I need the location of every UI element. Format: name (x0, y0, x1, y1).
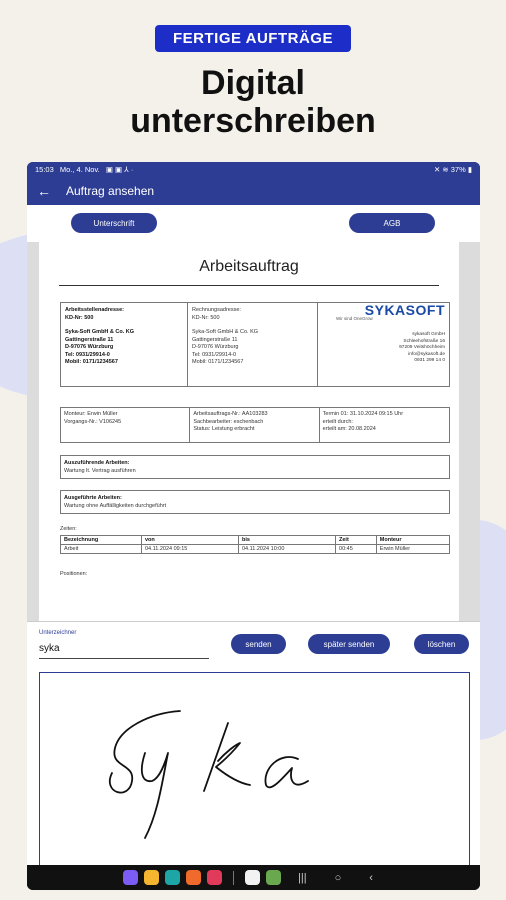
app-bar (27, 177, 480, 205)
tab-row (27, 205, 480, 242)
billing-address (188, 303, 318, 386)
send-later-button[interactable]: später senden (308, 634, 390, 654)
site-address-tel: Tel: 0931/29914-0 (65, 351, 110, 358)
table-cell: 00:45 (336, 545, 377, 554)
positions-label: Positionen: (60, 571, 88, 577)
headline-line-2: unterschreiben (130, 102, 376, 140)
tablet-screen (27, 162, 480, 890)
status: Status: Leistung erbracht (193, 426, 255, 432)
android-nav-bar (27, 865, 480, 890)
headline-line-1: Digital (201, 64, 305, 102)
vorgang-nr: Vorgangs-Nr.: V106245 (64, 418, 122, 425)
column-header: von (141, 536, 238, 545)
table-header-row (61, 536, 450, 545)
done-text: Wartung ohne Auffälligkeiten durchgeführt (64, 503, 167, 509)
promo-headline (0, 64, 506, 140)
logo-address: 97209 Veitshöchheim (399, 345, 445, 350)
home-icon[interactable]: ○ (334, 871, 342, 884)
table-cell: 04.11.2024 09:15 (141, 545, 238, 554)
table-cell: Erwin Müller (376, 545, 449, 554)
app-shortcut-icon[interactable] (207, 870, 222, 885)
document-viewer[interactable] (27, 242, 480, 642)
times-label: Zeiten: (60, 526, 77, 532)
delete-button[interactable]: löschen (414, 634, 469, 654)
signature-canvas[interactable] (39, 672, 470, 872)
app-bar-title: Auftrag ansehen (66, 184, 155, 198)
billing-heading: Rechnungsadresse: (192, 307, 241, 313)
promo-badge: FERTIGE AUFTRÄGE (155, 25, 351, 52)
billing-tel: Tel: 0931/29914-0 (192, 351, 237, 358)
logo-address: sykasoft GmbH (412, 332, 445, 337)
recents-icon[interactable]: ||| (298, 871, 307, 884)
site-address-kd: KD-Nr: 500 (65, 314, 94, 321)
app-shortcut-icon[interactable] (266, 870, 281, 885)
signature-stroke (40, 673, 468, 870)
sykasoft-logo: SYKASOFT (364, 302, 445, 318)
table-cell: Arbeit (61, 545, 142, 554)
order-info-block (60, 407, 450, 443)
done-block (60, 490, 450, 514)
todo-heading: Auszuführende Arbeiten: (64, 460, 130, 466)
status-date: Mo., 4. Nov. (59, 165, 100, 174)
erteilt-durch: erteilt durch: (322, 418, 353, 425)
logo-address: 0931 299 14 0 (414, 358, 445, 363)
main-content (27, 205, 480, 865)
logo-address: Schleehofstraße 16 (403, 338, 445, 344)
column-header: Bezeichnung (61, 536, 142, 545)
dock-divider (233, 871, 234, 885)
monteur: Monteur: Erwin Müller (64, 411, 118, 417)
done-heading: Ausgeführte Arbeiten: (64, 495, 122, 501)
back-arrow-icon[interactable]: ← (37, 183, 51, 199)
logo-address: info@sykasoft.de (408, 351, 445, 357)
signature-panel (27, 621, 480, 871)
app-shortcut-icon[interactable] (123, 870, 138, 885)
termin: Termin 01: 31.10.2024 09:15 Uhr (322, 411, 404, 417)
app-shortcut-icon[interactable] (144, 870, 159, 885)
battery-level: 37% (450, 165, 466, 174)
billing-company: Syka-Soft GmbH & Co. KG (192, 329, 259, 335)
auftrag-nr: Arbeitsauftrags-Nr.: AA103283 (193, 411, 268, 417)
billing-city: D-97076 Würzburg (192, 344, 239, 350)
table-cell: 04.11.2024 10:00 (238, 545, 335, 554)
play-store-icon[interactable] (245, 870, 260, 885)
signer-field-label: Unterzeichner (39, 630, 77, 636)
back-icon[interactable]: ‹ (369, 871, 373, 884)
app-shortcut-icon[interactable] (186, 870, 201, 885)
column-header: Zeit (336, 536, 377, 545)
title-divider (59, 285, 439, 286)
column-header: bis (238, 536, 335, 545)
todo-text: Wartung lt. Vertrag ausführen (64, 468, 136, 474)
order-number-info (190, 408, 319, 442)
technician-info (61, 408, 190, 442)
billing-mobil: Mobil: 0171/1234567 (192, 359, 244, 365)
column-header: Monteur (376, 536, 449, 545)
site-address-mobil: Mobil: 0171/1234567 (65, 359, 118, 365)
signer-name-input[interactable]: syka (39, 639, 209, 659)
notification-icon: ▣ ▣ ⅄ · (105, 165, 134, 174)
site-address (61, 303, 188, 386)
tab-signature[interactable]: Unterschrift (71, 213, 157, 233)
logo-tagline: Wir sind OneGrow (336, 315, 373, 321)
billing-kd: KD-Nr: 500 (192, 314, 220, 321)
table-row (61, 545, 450, 554)
send-button[interactable]: senden (231, 634, 286, 654)
appointment-info (320, 408, 449, 442)
company-logo-block (318, 303, 449, 386)
site-address-street: Gattingerstraße 11 (65, 336, 114, 343)
sachbearbeiter: Sachbearbeiter: eschenbach (193, 418, 264, 425)
times-table (60, 535, 450, 554)
status-bar (27, 162, 480, 177)
address-block (60, 302, 450, 387)
signal-icon: ✕ ≋ (434, 165, 451, 174)
site-address-city: D-97076 Würzburg (65, 344, 114, 350)
battery-icon: ▮ (467, 165, 472, 174)
billing-street: Gattingerstraße 11 (192, 336, 238, 343)
site-address-company: Syka-Soft GmbH & Co. KG (65, 329, 135, 335)
document-title: Arbeitsauftrag (199, 258, 299, 275)
todo-block (60, 455, 450, 479)
app-shortcut-icon[interactable] (165, 870, 180, 885)
document-page (39, 242, 459, 642)
status-time: 15:03 (35, 165, 54, 174)
erteilt-am: erteilt am: 20.08.2024 (322, 426, 376, 432)
tab-terms[interactable]: AGB (349, 213, 435, 233)
site-address-heading: Arbeitsstellenadresse: (65, 307, 124, 313)
